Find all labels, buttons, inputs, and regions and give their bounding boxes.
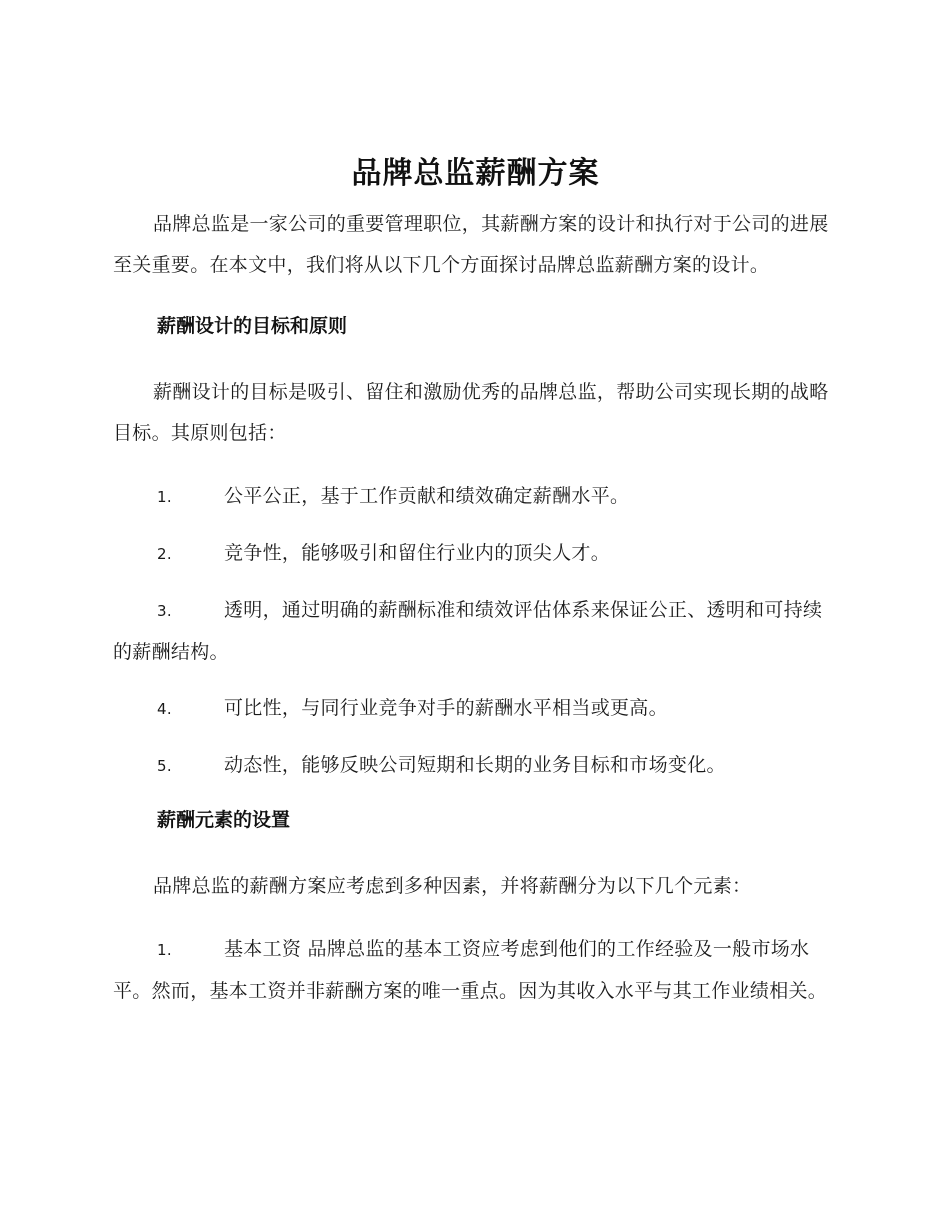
list-item-number: 1. (157, 941, 172, 959)
list-item-text: 基本工资 品牌总监的基本工资应考虑到他们的工作经验及一般市场水平。然而，基本工资并非薪酬方案的唯一重点。因为其收入水平与其工作业绩相关。 (113, 938, 828, 1002)
list-item-number: 5. (157, 757, 172, 775)
list-item (113, 688, 838, 730)
list-item (113, 533, 838, 575)
document-body (113, 150, 838, 1027)
list-item (113, 745, 838, 787)
list-item (113, 929, 838, 1012)
list-item-number: 4. (157, 700, 172, 718)
list-item-text: 可比性，与同行业竞争对手的薪酬水平相当或更高。 (224, 697, 668, 719)
section-heading-elements: 薪酬元素的设置 (157, 809, 291, 831)
list-item (113, 590, 838, 673)
intro-paragraph: 品牌总监是一家公司的重要管理职位，其薪酬方案的设计和执行对于公司的进展至关重要。在本文中，我们将从以下几个方面探讨品牌总监薪酬方案的设计。 (113, 213, 829, 276)
list-item-number: 3. (157, 602, 172, 620)
list-item-text: 竞争性，能够吸引和留住行业内的顶尖人才。 (224, 542, 611, 564)
section-heading-goals: 薪酬设计的目标和原则 (157, 315, 348, 337)
list-item-text: 透明，通过明确的薪酬标准和绩效评估体系来保证公正、透明和可持续的薪酬结构。 (113, 599, 823, 663)
list-item-number: 2. (157, 545, 172, 563)
elements-paragraph: 品牌总监的薪酬方案应考虑到多种因素，并将薪酬分为以下几个元素： (153, 875, 752, 897)
goals-paragraph: 薪酬设计的目标是吸引、留住和激励优秀的品牌总监，帮助公司实现长期的战略目标。其原则包括： (113, 381, 829, 444)
list-item (113, 476, 838, 518)
list-item-number: 1. (157, 488, 172, 506)
document-title: 品牌总监薪酬方案 (351, 156, 600, 191)
list-item-text: 动态性，能够反映公司短期和长期的业务目标和市场变化。 (224, 754, 726, 776)
list-item-text: 公平公正，基于工作贡献和绩效确定薪酬水平。 (224, 485, 630, 507)
